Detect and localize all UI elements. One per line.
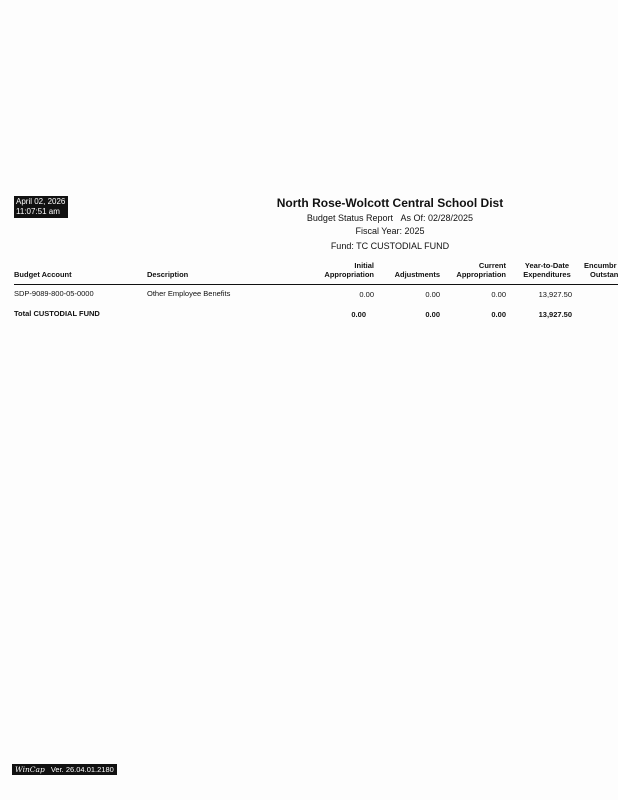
col-ytd-line1: Year-to-Date [524, 261, 570, 270]
col-current-line1: Current [478, 261, 506, 270]
col-current-appropriation [440, 261, 506, 279]
report-title: Budget Status Report [306, 213, 393, 223]
col-ytd-line2: Expenditures [523, 270, 571, 279]
col-encumbrance-outstanding [584, 261, 618, 279]
col-current-line2: Appropriation [456, 270, 506, 279]
total-current: 0.00 [491, 310, 506, 319]
row-initial: 0.00 [359, 290, 374, 299]
report-date: April 02, 2026 [16, 197, 66, 206]
report-datetime [14, 196, 68, 218]
col-ytd-expenditures [512, 261, 582, 279]
row-description: Other Employee Benefits [147, 289, 231, 298]
total-adjustments: 0.00 [425, 310, 440, 319]
total-label: Total CUSTODIAL FUND [14, 309, 100, 318]
col-budget-account: Budget Account [14, 270, 72, 279]
col-initial-line2: Appropriation [324, 270, 374, 279]
col-encumb-line1: Encumbr [584, 261, 617, 270]
report-subtitle [230, 213, 550, 223]
row-account: SDP-9089-800-05-0000 [14, 289, 94, 298]
district-title: North Rose-Wolcott Central School Dist [276, 196, 504, 210]
col-description: Description [147, 270, 189, 279]
col-adjustments: Adjustments [394, 270, 440, 279]
col-initial-line1: Initial [354, 261, 374, 270]
fund-name: Fund: TC CUSTODIAL FUND [330, 241, 450, 251]
total-ytd: 13,927.50 [538, 310, 572, 319]
row-ytd: 13,927.50 [538, 290, 572, 299]
header-rule [14, 284, 618, 285]
col-initial-appropriation [300, 261, 374, 279]
total-initial: 0.00 [351, 310, 366, 319]
row-adjustments: 0.00 [425, 290, 440, 299]
software-footer [12, 764, 117, 775]
row-current: 0.00 [491, 290, 506, 299]
col-encumb-line2: Outstan [590, 270, 618, 279]
footer-brand: WinCap [15, 765, 45, 774]
as-of-date: As Of: 02/28/2025 [400, 213, 474, 223]
report-time: 11:07:51 am [16, 207, 60, 216]
fiscal-year: Fiscal Year: 2025 [355, 226, 425, 236]
footer-version: Ver. 26.04.01.2180 [50, 765, 114, 774]
